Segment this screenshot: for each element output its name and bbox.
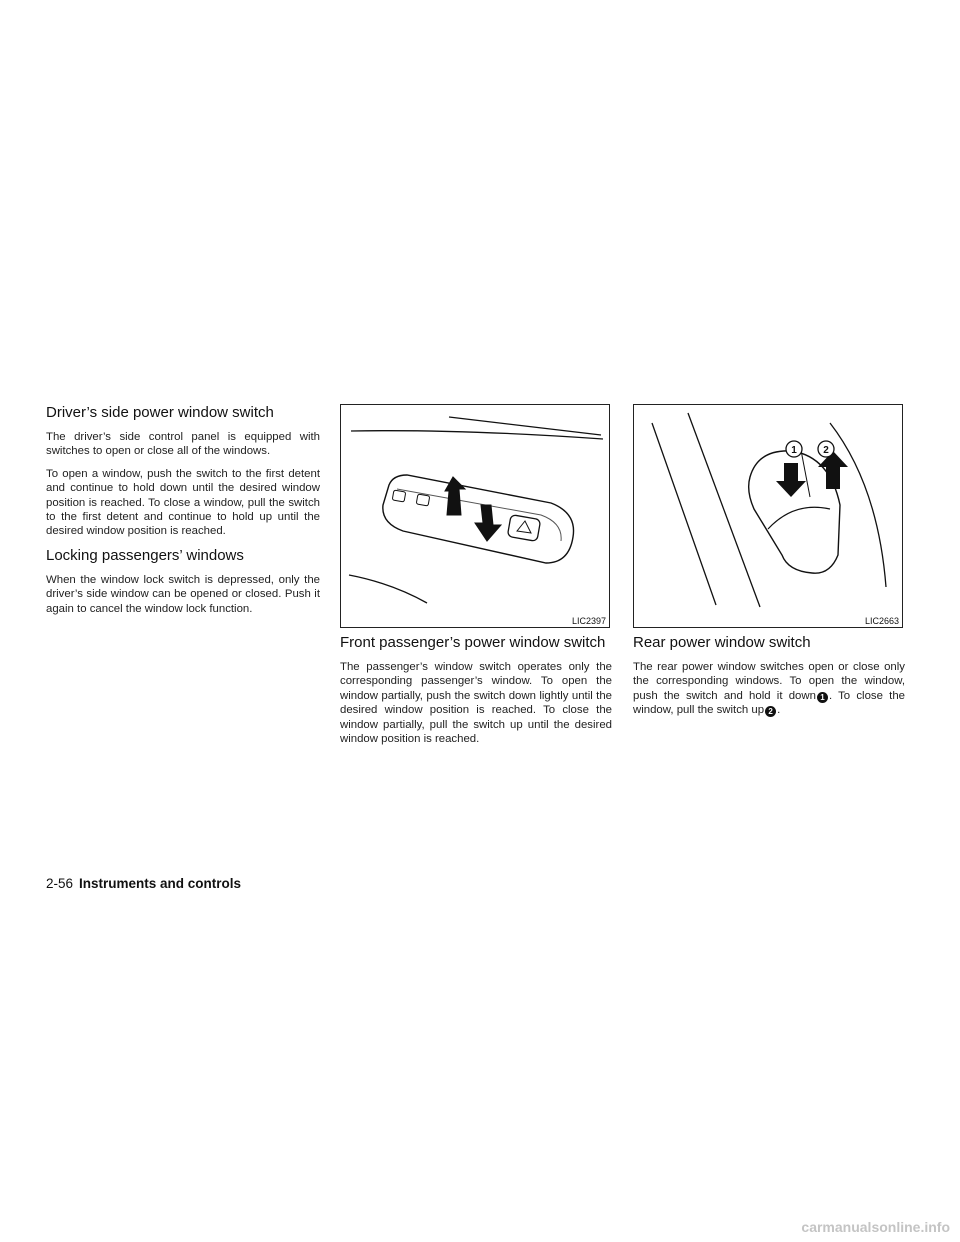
text: . To close the window, pull the switch up [633,689,905,717]
heading-rear-window-switch: Rear power window switch [633,634,811,651]
figure-front-passenger-switch [340,404,610,628]
column-middle [340,404,612,754]
heading-drivers-window-switch: Driver’s side power window switch [46,404,274,421]
marker-2: 2 [765,706,776,717]
heading-locking-windows: Locking passengers’ windows [46,546,244,564]
marker-label-1: 1 [791,445,797,456]
switch-illustration [341,405,611,629]
column-left [46,404,320,624]
page-number: 2-56 [46,876,74,891]
paragraph [633,660,905,718]
column-right [633,404,905,726]
marker-1: 1 [817,692,828,703]
marker-label-2: 2 [823,445,829,456]
text: The rear power window switches open or close only the corresponding windows. To open the window, push the switch and hold it down [633,661,905,702]
watermark: carmanualsonline.info [801,1219,950,1235]
section-name: Instruments and controls [79,876,242,891]
paragraph: The driver’s side control panel is equipped with switches to open or close all of the windows. [46,431,320,458]
text: . [777,704,781,717]
rear-switch-illustration [634,405,904,629]
heading-front-passenger-switch: Front passenger’s power window switch [340,634,606,651]
page-footer [46,876,241,891]
figure-code: LIC2663 [864,616,899,626]
figure-code: LIC2397 [571,616,606,626]
paragraph: When the window lock switch is depressed, only the driver’s side window can be opened or closed. Push it again to cancel the window lock function. [46,573,320,615]
figure-rear-window-switch [633,404,903,628]
paragraph: The passenger’s window switch operates only the corresponding passenger’s window. To open the window partially, push the switch down lightly until the desired window position is reached. To close the window partially, pull the switch up until the desired window position is reached. [340,661,612,746]
paragraph: To open a window, push the switch to the first detent and continue to hold down until the desired window position is reached. To close a window, pull the switch to the first detent and continue to hold up until the desired window position is reached. [46,467,320,538]
